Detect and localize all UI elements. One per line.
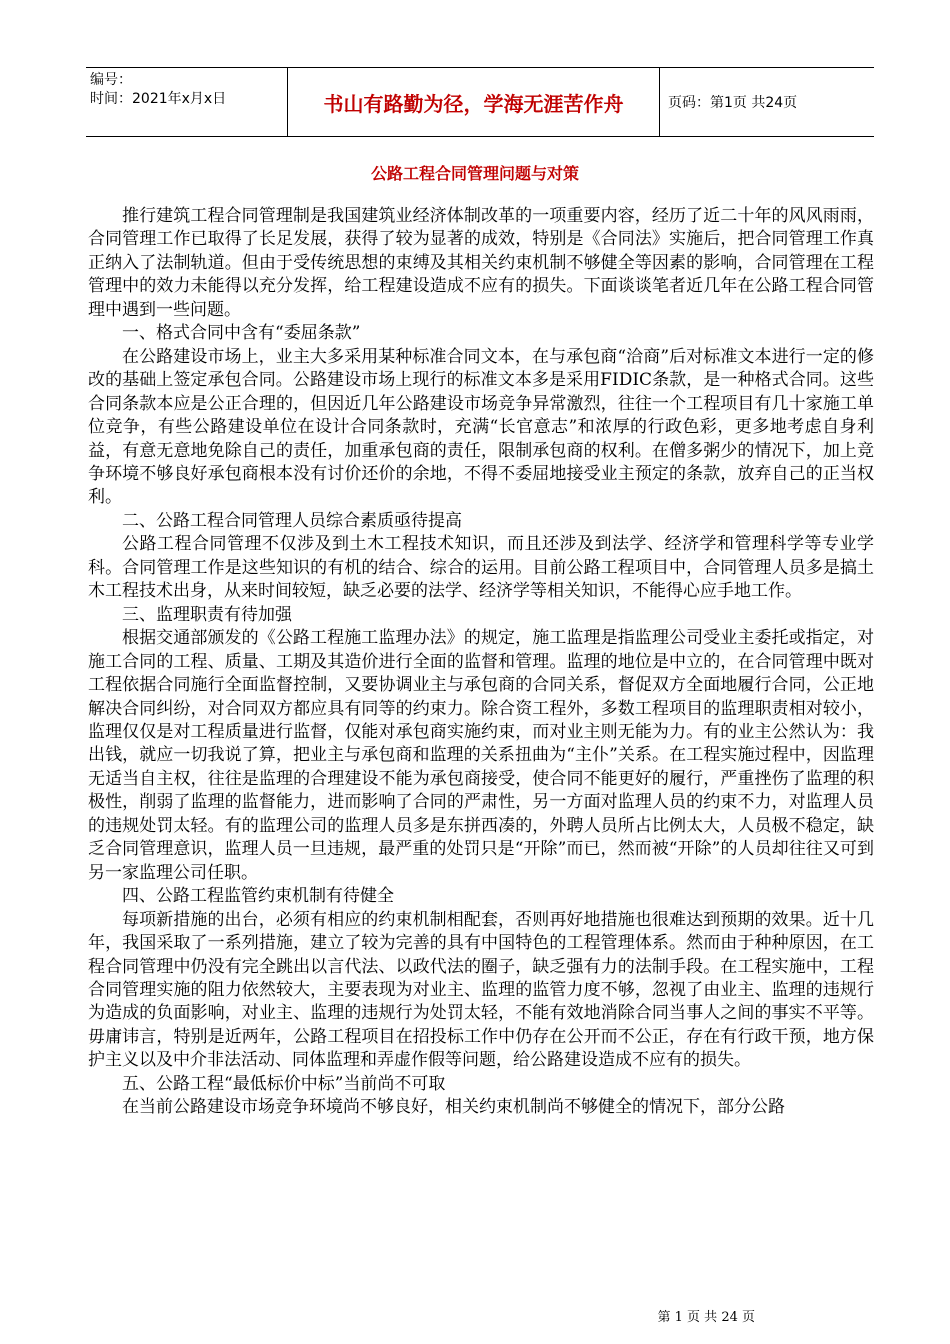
time-label: 时间：2021年x月x日: [90, 91, 227, 107]
section-heading: 一、格式合同中含有“委屈条款”: [122, 323, 361, 344]
paragraph: 在当前公路建设市场竞争环境尚不够良好，相关约束机制尚不够健全的情况下，部分公路: [122, 1097, 785, 1118]
section-heading: 三、监理职责有待加强: [122, 604, 292, 625]
paragraph: 每项新措施的出台，必须有相应的约束机制相配套，否则再好地措施也很难达到预期的效果。近十几年，我国采取了一系列措施，建立了较为完善的具有中国特色的工程管理体系。然而由于种种原因，在工程合同管理中仍没有完全跳出以言代法、以政代法的圈子，缺乏强有力的法制手段。在工程实施中，工程合同管理实施的阻力依然较大，主要表现为对业主、监理的监管力度不够，忽视了由业主、监理的违规行为造成的负面影响，对业主、监理的违规行为处罚太轻，不能有效地消除合同当事人之间的事实不平等。毋庸讳言，特别是近两年，公路工程项目在招投标工作中仍存在公开而不公正，存在有行政干预，地方保护主义以及中介非法活动、同体监理和弄虚作假等问题，给公路建设造成不应有的损失。: [88, 909, 874, 1071]
document-body: [88, 205, 874, 1120]
document-title: 公路工程合同管理问题与对策: [370, 164, 579, 183]
paragraph: 根据交通部颁发的《公路工程施工监理办法》的规定，施工监理是指监理公司受业主委托或指定，对施工合同的工程、质量、工期及其造价进行全面的监督和管理。监理的地位是中立的，在合同管理中既对工程依据合同施行全面监督控制，又要协调业主与承包商的合同关系，督促双方全面地履行合同，公正地解决合同纠纷，对合同双方都应具有同等的约束力。除合资工程外，多数工程项目的监理职责相对较小，监理仅仅是对工程质量进行监督，仅能对承包商实施约束，而对业主则无能为力。有的业主公然认为：我出钱，就应一切我说了算，把业主与承包商和监理的关系扭曲为“主仆”关系。在工程实施过程中，因监理无适当自主权，往往是监理的合理建设不能为承包商接受，使合同不能更好的履行，严重挫伤了监理的积极性，削弱了监理的监督能力，进而影响了合同的严肃性，另一方面对监理人员的约束不力，对监理人员的违规处罚太轻。有的监理公司的监理人员多是东拼西凑的，外聘人员所占比例太大，人员极不稳定，缺乏合同管理意识，监理人员一旦违规，最严重的处罚只是“开除”而已，然而被“开除”的人员却往往又可到另一家监理公司任职。: [88, 628, 874, 883]
paragraph: 推行建筑工程合同管理制是我国建筑业经济体制改革的一项重要内容，经历了近二十年的风风雨雨，合同管理工作已取得了长足发展，获得了较为显著的成效，特别是《合同法》实施后，把合同管理工作真正纳入了法制轨道。但由于受传统思想的束缚及其相关约束机制不够健全等因素的影响，合同管理在工程管理中的效力未能得以充分发挥，给工程建设造成不应有的损失。下面谈谈笔者近几年在公路工程合同管理中遇到一些问题。: [88, 206, 874, 320]
page-label: 页码：第1页 共24页: [668, 95, 798, 111]
header-left-cell: [86, 68, 288, 136]
paragraph: 在公路建设市场上，业主大多采用某种标准合同文本，在与承包商“洽商”后对标准文本进行一定的修改的基础上签定承包合同。公路建设市场上现行的标准文本多是采用FIDIC条款，是一种格式合同。这些合同条款本应是公正合理的，但因近几年公路建设市场竞争异常激烈，往往一个工程项目有几十家施工单位竞争，有些公路建设单位在设计合同条款时，充满“长官意志”和浓厚的行政色彩，更多地考虑自身利益，有意无意地免除自己的责任，加重承包商的责任，限制承包商的权利。在僧多粥少的情况下，加上竞争环境不够良好承包商根本没有讨价还价的余地，不得不委屈地接受业主预定的条款，放弃自己的正当权利。: [88, 346, 874, 508]
page-footer: 第 1 页 共 24 页: [657, 1310, 755, 1325]
section-heading: 二、公路工程合同管理人员综合素质亟待提高: [122, 510, 462, 531]
header-table: [86, 67, 874, 137]
section-heading: 四、公路工程监管约束机制有待健全: [122, 886, 394, 907]
number-label: 编号：: [90, 72, 132, 88]
paragraph: 公路工程合同管理不仅涉及到土木工程技术知识，而且还涉及到法学、经济学和管理科学等专业学科。合同管理工作是这些知识的有机的结合、综合的运用。目前公路工程项目中，合同管理人员多是搞土木工程技术出身，从来时间较短，缺乏必要的法学、经济学等相关知识，不能得心应手地工作。: [88, 534, 874, 602]
motto: 书山有路勤为径，学海无涯苦作舟: [288, 68, 660, 136]
section-heading: 五、公路工程“最低标价中标”当前尚不可取: [122, 1073, 446, 1094]
